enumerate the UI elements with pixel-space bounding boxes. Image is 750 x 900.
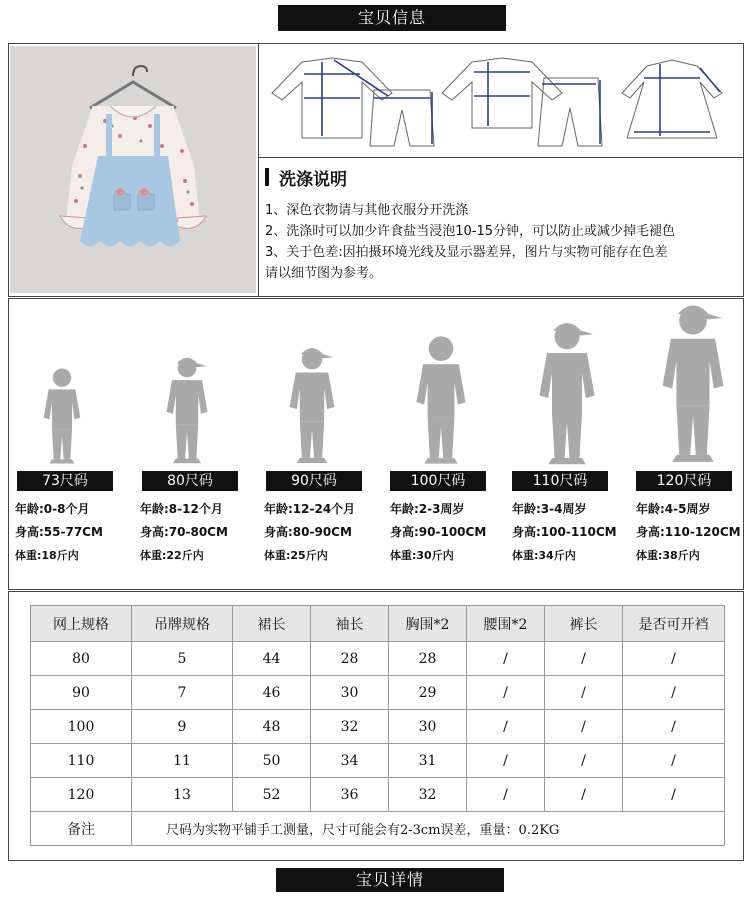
table-cell: 100 xyxy=(31,710,132,744)
size-height: 身高:55-77CM xyxy=(15,525,103,539)
child-silhouette-icon xyxy=(36,366,88,466)
size-info-73 xyxy=(15,498,103,567)
table-cell: / xyxy=(467,676,545,710)
size-label-80: 80尺码 xyxy=(142,471,238,491)
table-row xyxy=(31,676,725,710)
size-label-100: 100尺码 xyxy=(390,471,486,491)
table-header: 裤长 xyxy=(545,606,623,642)
table-cell: 28 xyxy=(311,642,389,676)
size-weight: 体重:22斤内 xyxy=(140,549,204,562)
table-header-row xyxy=(31,606,725,642)
size-weight: 体重:34斤内 xyxy=(512,549,576,562)
table-cell: 48 xyxy=(233,710,311,744)
table-cell: / xyxy=(467,710,545,744)
size-label-73: 73尺码 xyxy=(17,471,113,491)
table-header: 腰围*2 xyxy=(467,606,545,642)
table-cell: 32 xyxy=(311,710,389,744)
table-cell: 50 xyxy=(233,744,311,778)
wash-line-1: 1、深色衣物请与其他衣服分开洗涤 xyxy=(265,203,469,218)
table-cell: 11 xyxy=(132,744,233,778)
table-cell: / xyxy=(467,744,545,778)
size-age: 年龄:0-8个月 xyxy=(15,502,90,516)
table-cell: 30 xyxy=(311,676,389,710)
size-guide-frame xyxy=(8,298,744,590)
table-row xyxy=(31,778,725,812)
size-weight: 体重:18斤内 xyxy=(15,549,79,562)
size-info-110 xyxy=(512,498,617,567)
size-height: 身高:80-90CM xyxy=(264,525,352,539)
section-banner-info: 宝贝信息 xyxy=(278,5,506,31)
table-cell: 5 xyxy=(132,642,233,676)
table-cell: 7 xyxy=(132,676,233,710)
size-age: 年龄:4-5周岁 xyxy=(636,502,711,516)
size-label-120: 120尺码 xyxy=(636,471,732,491)
measurement-diagram xyxy=(262,48,742,154)
divider-vertical xyxy=(258,43,259,297)
table-cell: 80 xyxy=(31,642,132,676)
table-cell: 120 xyxy=(31,778,132,812)
table-header: 裙长 xyxy=(233,606,311,642)
size-age: 年龄:2-3周岁 xyxy=(390,502,465,516)
size-info-120 xyxy=(636,498,741,567)
table-cell: 31 xyxy=(389,744,467,778)
size-info-80 xyxy=(140,498,228,567)
table-row xyxy=(31,710,725,744)
table-header: 袖长 xyxy=(311,606,389,642)
table-cell: / xyxy=(545,642,623,676)
wash-lines xyxy=(265,200,745,284)
wash-line-3: 3、关于色差:因拍摄环境光线及显示器差异，图片与实物可能存在色差 xyxy=(265,245,668,260)
size-height: 身高:100-110CM xyxy=(512,525,617,539)
wash-title xyxy=(265,163,745,191)
wash-title-text: 洗涤说明 xyxy=(279,169,347,190)
table-cell: 46 xyxy=(233,676,311,710)
table-cell: / xyxy=(623,676,725,710)
title-bar-icon xyxy=(265,168,269,186)
size-age: 年龄:12-24个月 xyxy=(264,502,356,516)
product-photo xyxy=(10,46,256,293)
table-header: 吊牌规格 xyxy=(132,606,233,642)
size-info-90 xyxy=(264,498,355,567)
table-cell: / xyxy=(545,676,623,710)
size-height: 身高:70-80CM xyxy=(140,525,228,539)
child-silhouette-icon xyxy=(406,333,476,467)
size-label-90: 90尺码 xyxy=(266,471,362,491)
table-cell: / xyxy=(623,744,725,778)
size-age: 年龄:3-4周岁 xyxy=(512,502,587,516)
table-cell: 110 xyxy=(31,744,132,778)
table-note-row xyxy=(31,812,725,846)
table-cell: 30 xyxy=(389,710,467,744)
table-cell: 13 xyxy=(132,778,233,812)
table-cell: / xyxy=(545,710,623,744)
divider-horizontal xyxy=(258,157,744,158)
table-cell: 90 xyxy=(31,676,132,710)
size-weight: 体重:30斤内 xyxy=(390,549,454,562)
table-cell: / xyxy=(467,642,545,676)
size-weight: 体重:38斤内 xyxy=(636,549,700,562)
section-banner-details: 宝贝详情 xyxy=(276,868,504,892)
size-table xyxy=(30,605,725,846)
size-info-100 xyxy=(390,498,486,567)
washing-instructions xyxy=(265,163,745,284)
table-cell: 32 xyxy=(389,778,467,812)
child-silhouette-icon xyxy=(650,300,736,466)
table-cell: / xyxy=(623,778,725,812)
wash-line-2: 2、洗涤时可以加少许食盐当浸泡10-15分钟，可以防止或减少掉毛褪色 xyxy=(265,224,676,239)
table-cell: 52 xyxy=(233,778,311,812)
table-cell: / xyxy=(545,744,623,778)
table-cell: / xyxy=(623,710,725,744)
table-row xyxy=(31,642,725,676)
table-cell: 29 xyxy=(389,676,467,710)
child-silhouette-icon xyxy=(528,318,606,468)
size-height: 身高:90-100CM xyxy=(390,525,487,539)
note-label: 备注 xyxy=(31,812,132,846)
note-text: 尺码为实物平铺手工测量，尺寸可能会有2-3cm误差，重量：0.2KG xyxy=(132,812,725,846)
table-cell: / xyxy=(467,778,545,812)
table-cell: 9 xyxy=(132,710,233,744)
size-age: 年龄:8-12个月 xyxy=(140,502,223,516)
size-weight: 体重:25斤内 xyxy=(264,549,328,562)
child-silhouette-icon xyxy=(280,344,344,466)
table-header: 网上规格 xyxy=(31,606,132,642)
table-row xyxy=(31,744,725,778)
table-cell: 28 xyxy=(389,642,467,676)
table-cell: / xyxy=(623,642,725,676)
child-silhouette-icon xyxy=(158,354,216,466)
table-cell: 44 xyxy=(233,642,311,676)
size-label-110: 110尺码 xyxy=(512,471,608,491)
size-height: 身高:110-120CM xyxy=(636,525,741,539)
wash-line-4: 请以细节图为参考。 xyxy=(265,266,383,281)
table-header: 是否可开裆 xyxy=(623,606,725,642)
table-cell: / xyxy=(545,778,623,812)
table-header: 胸围*2 xyxy=(389,606,467,642)
table-cell: 34 xyxy=(311,744,389,778)
table-cell: 36 xyxy=(311,778,389,812)
